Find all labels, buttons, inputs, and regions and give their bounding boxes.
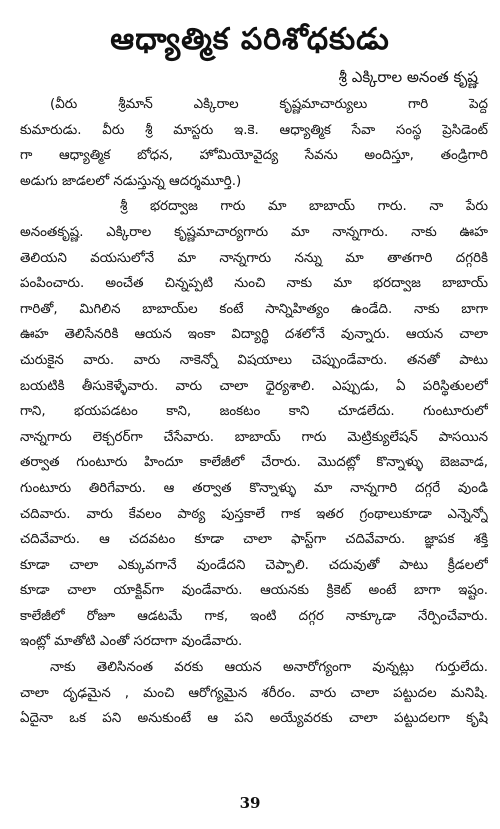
text-line: నాన్నగారు లెక్చరర్‌గా చేసేవారు. బాబాయ్ గారు మెట్రిక్యులేషన్ పాసయిన bbox=[20, 429, 488, 445]
text-line: నాకు తెలిసినంత వరకు ఆయన అనారోగ్యంగా వున్నట్లు గుర్తులేదు. bbox=[50, 660, 488, 676]
text-line: తెలియని వయసులోనే మా నాన్నగారు నన్ను మా తాతగారి దగ్గరికి bbox=[20, 250, 488, 266]
text-line: అనంతకృష్ణ. ఎక్కిరాల కృష్ణమాచార్యగారు మా నాన్నగారు. నాకు ఊహ bbox=[20, 224, 488, 240]
text-line: కూడా చాలా ఎక్కువగానే వుండేదని చెప్పాలి. చదువుతో పాటు క్రీడలలో bbox=[20, 557, 488, 573]
text-line: చాలా దృఢమైన , మంచి ఆరోగ్యమైన శరీరం. వారు చాలా పట్టుదల మనిషి. bbox=[20, 685, 488, 701]
text-line: కూడా చాలా యాక్టివ్‌గా వుండేవారు. ఆయనకు క్రికెట్ అంటే బాగా ఇష్టం. bbox=[20, 583, 488, 599]
text-line: చురుకైన వారు. వారు నాకెన్నో విషయాలు చెప్పుండేవారు. తనతో పాటు bbox=[20, 352, 488, 368]
text-line: కాలేజీలో రోజూ ఆడటమే గాక, ఇంటి దగ్గర నాక్కూడా నేర్పించేవారు. bbox=[20, 608, 488, 624]
text-line: శ్రీ భరద్వాజ గారు మా బాబాయ్ గారు. నా పేరు bbox=[120, 199, 488, 215]
text-line: ఇంట్లో మాతోటి ఎంతో సరదాగా వుండేవారు. bbox=[20, 634, 243, 650]
page-number: 39 bbox=[239, 794, 261, 812]
text-line: తర్వాత గుంటూరు హిందూ కాలేజీలో చేరారు. మొదట్లో కొన్నాళ్ళు బెజవాడ, bbox=[20, 455, 488, 471]
chapter-title: ఆధ్యాత్మిక పరిశోధకుడు bbox=[110, 22, 390, 57]
text-line: ఊహ తెలిసేనరికి ఆయన ఇంకా విద్యార్థి దశలోనే వున్నారు. ఆయన చాలా bbox=[20, 327, 488, 343]
text-line: పంపించారు. అంచేత చిన్నప్పటి నుంచి నాకు మా భరద్వాజ బాబాయ్ bbox=[20, 276, 488, 292]
text-line: బయటికి తీసుకెళ్ళేవారు. వారు చాలా ధైర్యశాలి. ఎప్పుడు, ఏ పరిస్థితులలో bbox=[20, 378, 488, 394]
text-line: (వీరు శ్రీమాన్ ఎక్కిరాల కృష్ణమాచార్యులు గారి పెద్ద bbox=[50, 97, 488, 112]
text-line: గుంటూరు తిరిగేవారు. ఆ తర్వాత కొన్నాళ్ళు మా నాన్నగారి దగ్గరే వుండి bbox=[20, 480, 488, 496]
text-line: గారితో, మిగిలిన బాబాయ్‌ల కంటే సాన్నిహిత్యం ఉండేది. నాకు బాగా bbox=[20, 301, 488, 317]
text-line: ఏదైనా ఒక పని అనుకుంటే ఆ పని అయ్యేవరకు చాలా పట్టుదలగా కృషి bbox=[20, 711, 488, 727]
author-line: శ్రీ ఎక్కిరాల అనంత కృష్ణ bbox=[338, 68, 478, 86]
body-text bbox=[20, 92, 488, 732]
text-line: గాని, భయపడటం కాని, జంకటం కాని చూడలేదు. గుంటూరులో bbox=[20, 404, 488, 420]
text-line: చదివేవారు. ఆ చదవటం కూడా చాలా ఫాస్ట్‌గా చదివేవారు. జ్ఞాపక శక్తి bbox=[20, 532, 488, 548]
text-line: గా ఆధ్యాత్మిక బోధన, హోమియోవైద్య సేవను అందిస్తూ, తండ్రిగారి bbox=[20, 148, 488, 164]
text-line: అడుగు జాడలలో నడుస్తున్న ఆదర్శమూర్తి.) bbox=[20, 173, 242, 189]
text-line: చదివారు. వారు కేవలం పాఠ్య పుస్తకాలే గాక ఇతర గ్రంథాలుకూడా ఎన్నెన్నో bbox=[20, 506, 488, 522]
text-line: కుమారుడు. వీరు శ్రీ మాస్టరు ఇ.కె. ఆధ్యాత్మిక సేవా సంస్థ ప్రెసిడెంట్ bbox=[20, 122, 488, 138]
